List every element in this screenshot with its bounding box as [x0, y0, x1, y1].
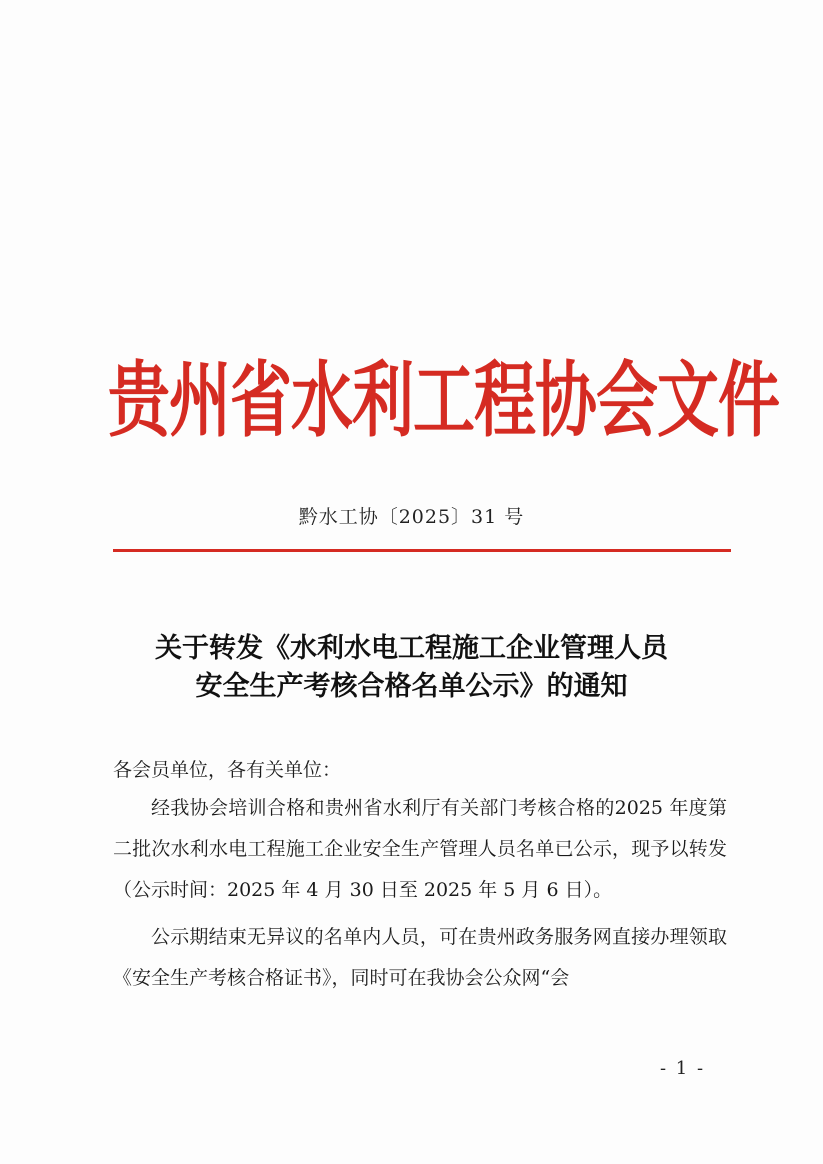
page-number: - 1 -: [660, 1058, 706, 1079]
body-paragraph-1: 经我协会培训合格和贵州省水利厅有关部门考核合格的2025 年度第二批次水利水电工程施工企业安全生产管理人员名单已公示，现予以转发（公示时间：2025 年 4 月 30 日至 2025 年 5 月 6 日）。: [113, 797, 727, 901]
salutation: 各会员单位，各有关单位：: [113, 759, 342, 781]
body-text: [113, 788, 727, 999]
notice-title: [60, 630, 763, 706]
notice-title-line-1: 关于转发《水利水电工程施工企业管理人员: [155, 633, 668, 664]
body-paragraph-2: 公示期结束无异议的名单内人员，可在贵州政务服务网直接办理领取《安全生产考核合格证书》，同时可在我协会公众网“会: [113, 926, 727, 989]
document-number: 黔水工协〔2025〕31 号: [298, 506, 525, 528]
org-header-title: 贵州省水利工程协会文件: [108, 351, 780, 449]
red-divider-line: [113, 549, 731, 552]
notice-title-line-2: 安全生产考核合格名单公示》的通知: [195, 671, 628, 702]
